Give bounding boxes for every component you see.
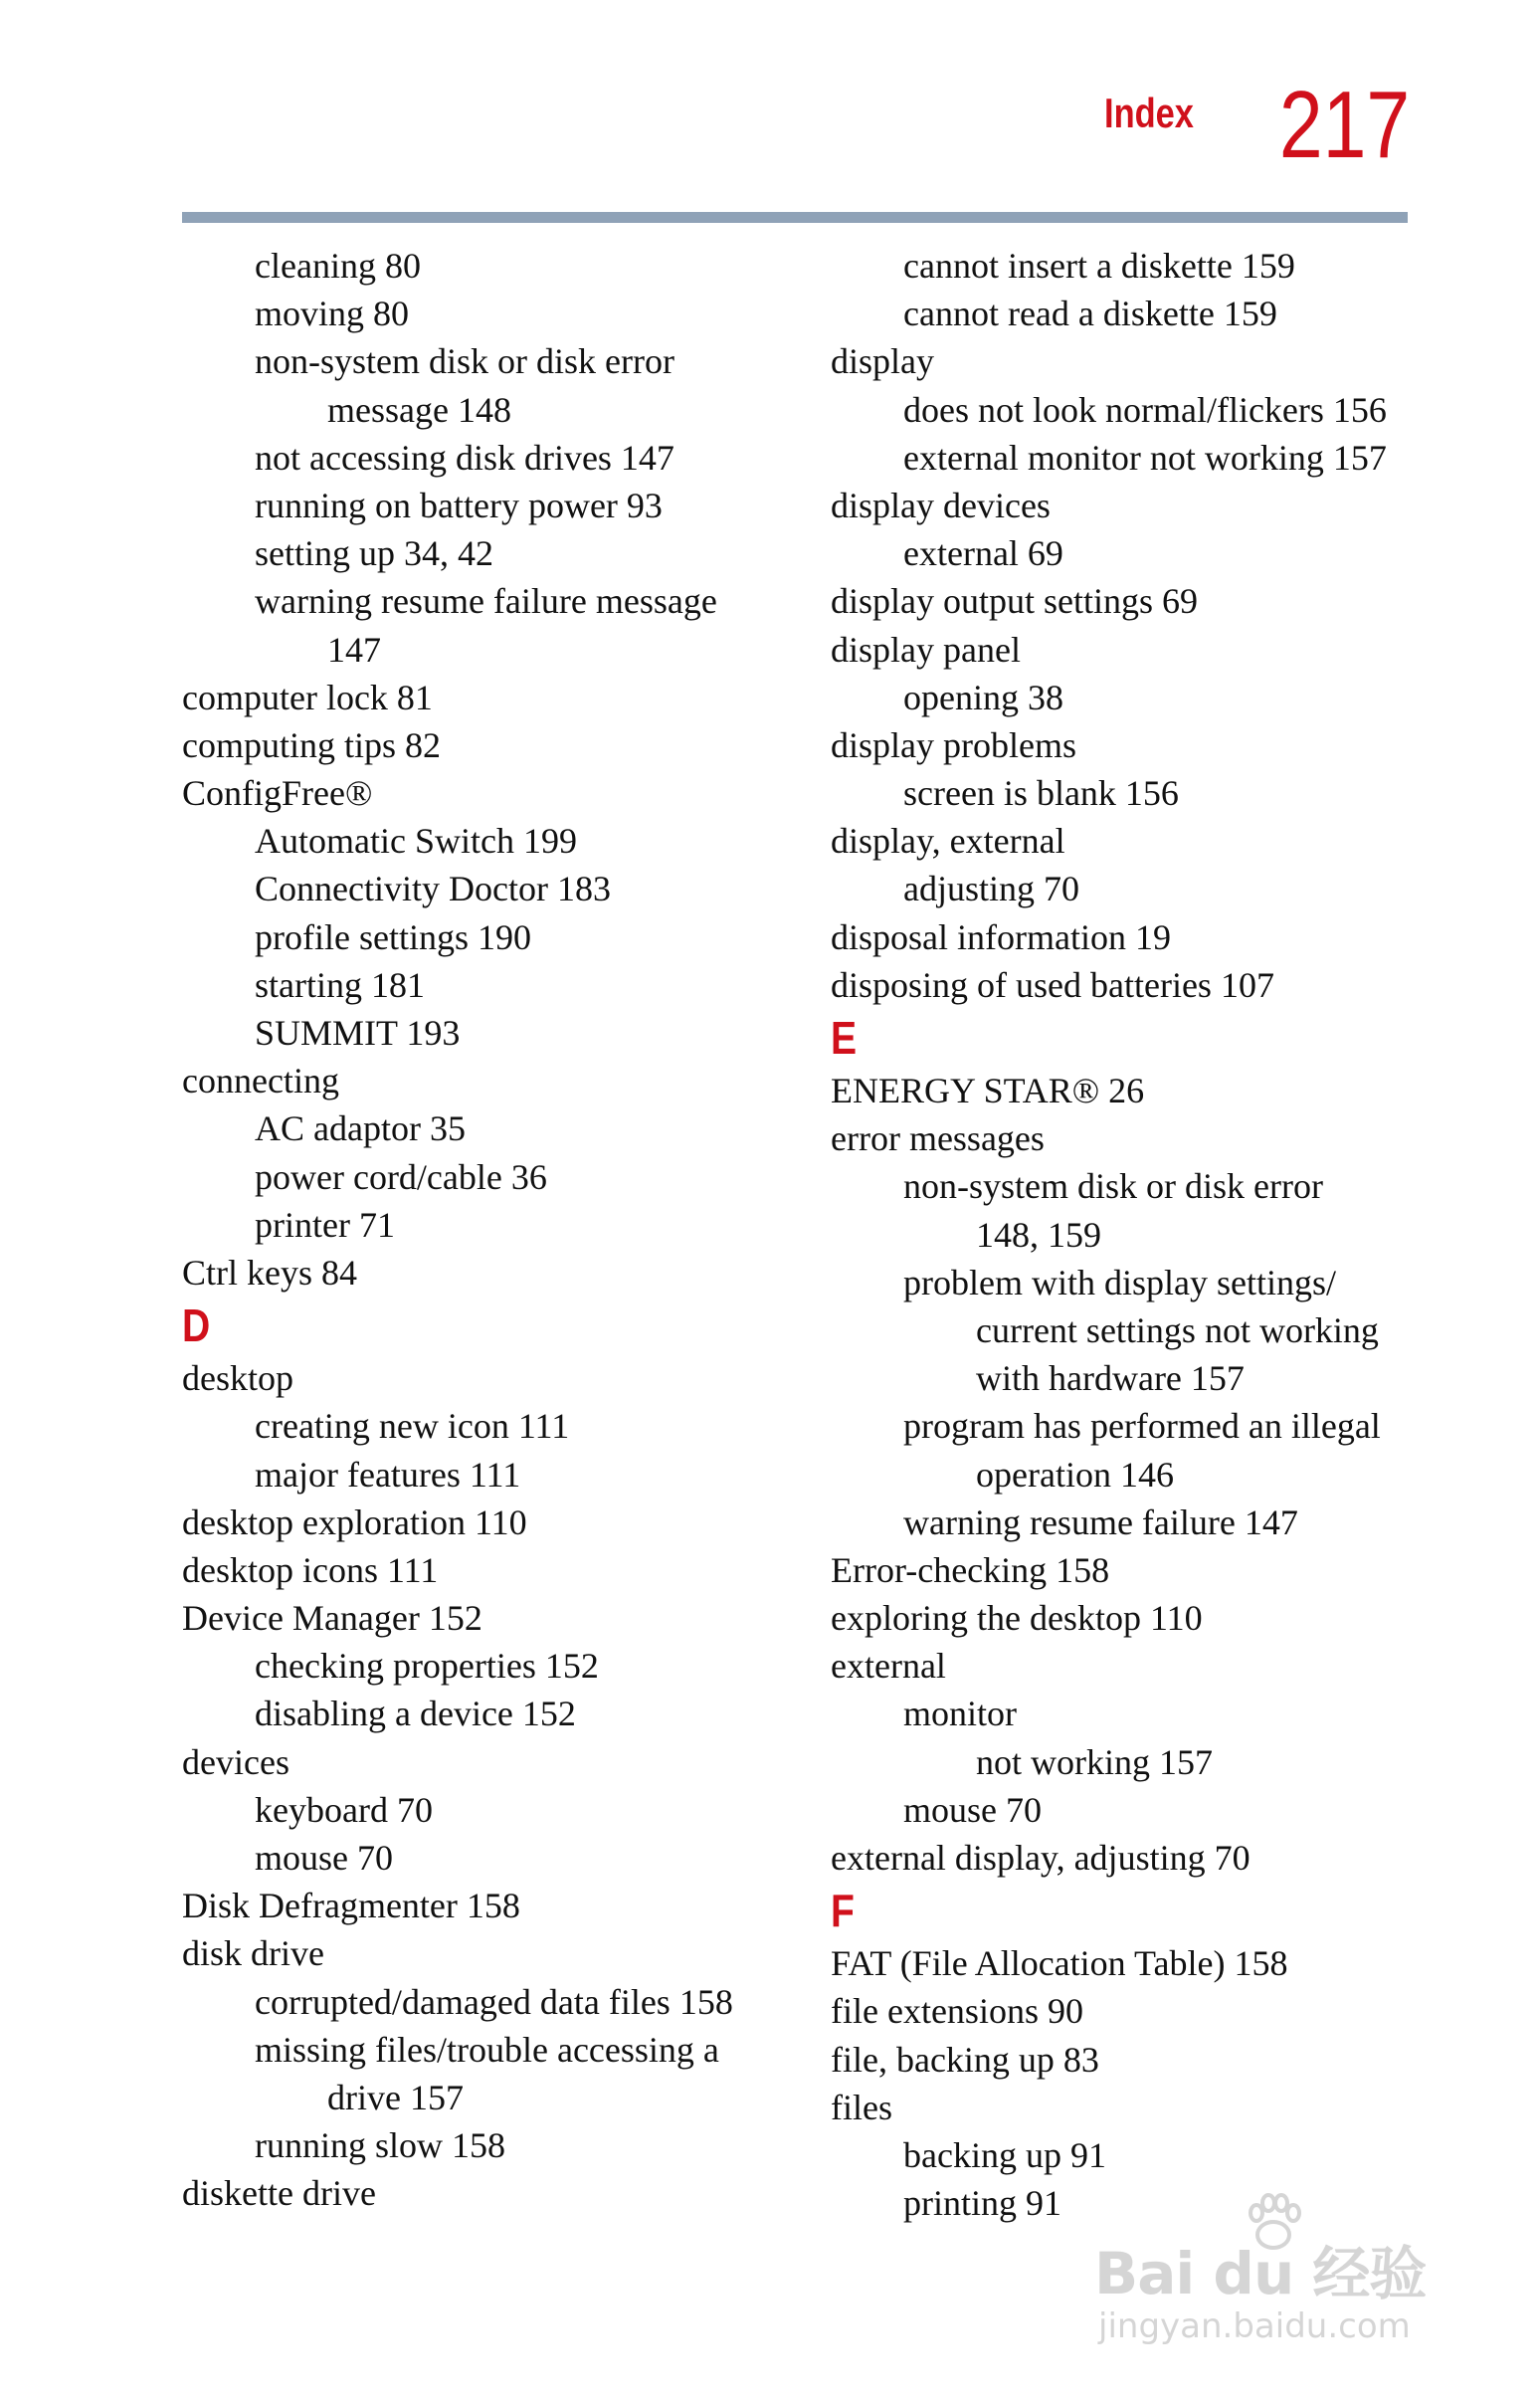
- index-subentry: warning resume failure 147: [903, 1501, 1298, 1542]
- index-column-right: [831, 242, 1447, 2227]
- section-letter: D: [182, 1300, 211, 1352]
- index-subentry: not working 157: [976, 1741, 1213, 1782]
- index-subentry: problem with display settings/: [903, 1262, 1336, 1302]
- index-entry: disposal information 19: [831, 916, 1171, 957]
- index-entry: display, external: [831, 821, 1065, 862]
- index-subentry: drive 157: [327, 2077, 464, 2117]
- index-entry: ENERGY STAR® 26: [831, 1071, 1145, 1110]
- index-entry: display problems: [831, 724, 1076, 765]
- index-subentry: starting 181: [255, 964, 425, 1005]
- index-entry: ConfigFree®: [182, 773, 373, 814]
- index-subentry: not accessing disk drives 147: [255, 437, 674, 478]
- index-subentry: backing up 91: [903, 2134, 1106, 2175]
- index-subentry: cannot read a diskette 159: [903, 294, 1277, 334]
- index-entry: exploring the desktop 110: [831, 1598, 1203, 1639]
- section-letter: F: [831, 1885, 855, 1937]
- index-entry: files: [831, 2087, 892, 2127]
- index-entry: external display, adjusting 70: [831, 1838, 1251, 1878]
- index-subentry: current settings not working: [976, 1309, 1379, 1350]
- index-subentry: Connectivity Doctor 183: [255, 869, 611, 909]
- index-entry: Error-checking 158: [831, 1549, 1110, 1590]
- index-subentry: major features 111: [255, 1454, 521, 1495]
- index-entry: file extensions 90: [831, 1991, 1083, 2032]
- index-entry: display devices: [831, 485, 1051, 525]
- page-number: 217: [1278, 72, 1410, 178]
- index-entry: error messages: [831, 1118, 1045, 1159]
- index-subentry: checking properties 152: [255, 1646, 599, 1687]
- index-entry: FAT (File Allocation Table) 158: [831, 1943, 1288, 1984]
- index-subentry: with hardware 157: [976, 1358, 1245, 1399]
- section-letter: E: [831, 1012, 858, 1064]
- index-subentry: mouse 70: [255, 1838, 393, 1878]
- index-subentry: 147: [327, 629, 381, 670]
- index-subentry: message 148: [327, 389, 511, 430]
- index-subentry: external monitor not working 157: [903, 437, 1387, 478]
- index-entry: external: [831, 1646, 946, 1687]
- index-subentry: mouse 70: [903, 1789, 1042, 1830]
- index-subentry: moving 80: [255, 294, 410, 334]
- index-entry: Disk Defragmenter 158: [182, 1886, 520, 1926]
- watermark-brand: Bai du 经验: [1094, 2240, 1427, 2307]
- index-subentry: AC adaptor 35: [255, 1108, 466, 1149]
- index-subentry: does not look normal/flickers 156: [903, 389, 1387, 430]
- index-subentry: external 69: [903, 533, 1063, 574]
- index-subentry: operation 146: [976, 1454, 1174, 1495]
- index-subentry: printing 91: [903, 2183, 1061, 2224]
- index-subentry: warning resume failure message: [255, 581, 717, 622]
- index-subentry: corrupted/damaged data files 158: [255, 1981, 733, 2022]
- index-subentry: program has performed an illegal: [903, 1406, 1381, 1447]
- index-subentry: non-system disk or disk error: [255, 341, 674, 382]
- index-entry: display panel: [831, 629, 1021, 670]
- index-subentry: screen is blank 156: [903, 773, 1179, 814]
- index-entry: Ctrl keys 84: [182, 1252, 357, 1293]
- index-subentry: running on battery power 93: [255, 485, 663, 525]
- index-entry: desktop icons 111: [182, 1549, 439, 1590]
- index-subentry: adjusting 70: [903, 869, 1079, 909]
- index-subentry: non-system disk or disk error: [903, 1166, 1323, 1207]
- header-rule: [182, 212, 1408, 223]
- index-subentry: profile settings 190: [255, 916, 531, 957]
- index-entry: disk drive: [182, 1933, 324, 1974]
- index-subentry: cleaning 80: [255, 246, 421, 286]
- index-subentry: setting up 34, 42: [255, 533, 493, 574]
- index-entry: computer lock 81: [182, 677, 433, 717]
- index-subentry: Automatic Switch 199: [255, 821, 577, 862]
- index-subentry: SUMMIT 193: [255, 1013, 461, 1053]
- index-entry: Device Manager 152: [182, 1598, 482, 1639]
- index-subentry: 148, 159: [976, 1214, 1101, 1255]
- index-entry: display output settings 69: [831, 581, 1198, 622]
- index-entry: disposing of used batteries 107: [831, 964, 1274, 1005]
- index-subentry: power cord/cable 36: [255, 1156, 547, 1197]
- index-entry: diskette drive: [182, 2173, 376, 2214]
- index-entry: file, backing up 83: [831, 2039, 1099, 2080]
- index-entry: devices: [182, 1741, 289, 1782]
- watermark-url: jingyan.baidu.com: [1098, 2306, 1411, 2346]
- index-subentry: keyboard 70: [255, 1789, 433, 1830]
- page-header-section: Index: [1104, 90, 1194, 136]
- index-entry: desktop: [182, 1358, 293, 1399]
- index-subentry: creating new icon 111: [255, 1406, 570, 1447]
- index-subentry: printer 71: [255, 1204, 395, 1245]
- index-entry: computing tips 82: [182, 724, 441, 765]
- index-entry: display: [831, 341, 934, 382]
- index-entry: desktop exploration 110: [182, 1501, 527, 1542]
- index-subentry: opening 38: [903, 677, 1063, 717]
- index-subentry: missing files/trouble accessing a: [255, 2029, 719, 2070]
- index-subentry: cannot insert a diskette 159: [903, 246, 1295, 286]
- index-subentry: monitor: [903, 1694, 1017, 1734]
- index-subentry: running slow 158: [255, 2125, 505, 2166]
- index-entry: connecting: [182, 1061, 339, 1101]
- index-column-left: [182, 242, 779, 2218]
- index-subentry: disabling a device 152: [255, 1694, 576, 1734]
